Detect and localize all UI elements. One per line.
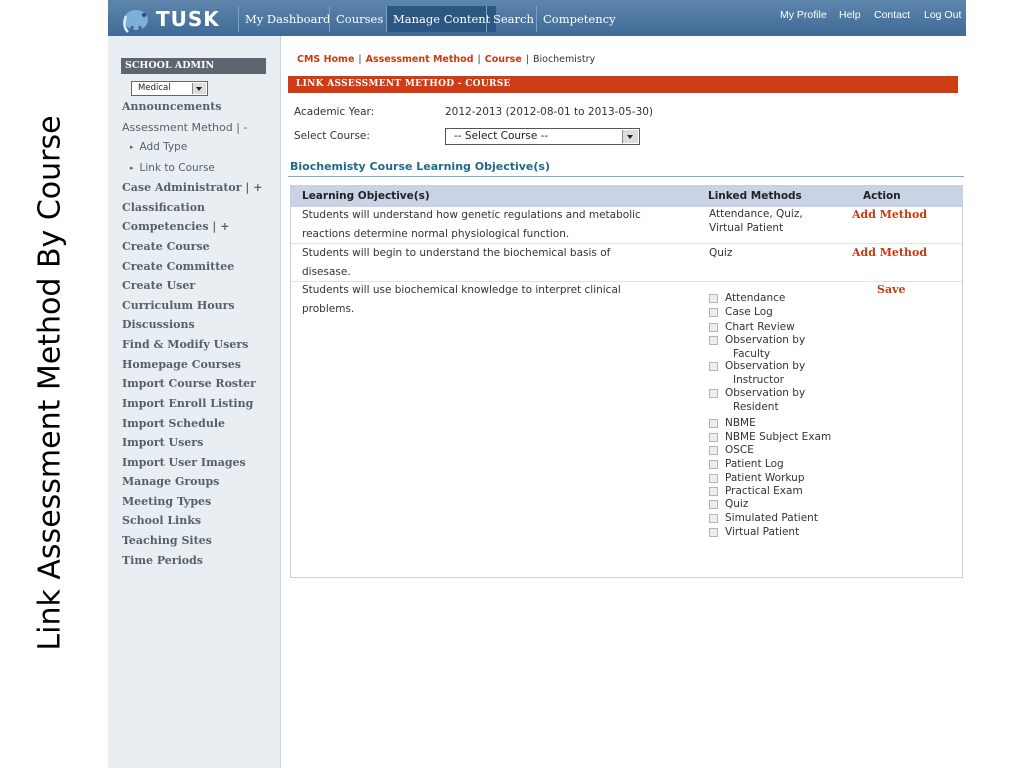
sidebar-item-assessment-method[interactable]: Assessment Method | - <box>122 121 248 134</box>
column-header-linked-methods: Linked Methods <box>708 190 802 202</box>
checkbox-label: Virtual Patient <box>725 526 800 538</box>
linked-methods-text: Quiz <box>709 247 733 259</box>
nav-contact[interactable]: Contact <box>874 9 911 21</box>
course-select-value: -- Select Course -- <box>454 130 549 142</box>
column-header-action: Action <box>863 190 901 202</box>
checkbox-label: Patient Log <box>725 458 784 470</box>
breadcrumb-assessment-method[interactable]: Assessment Method <box>365 54 474 65</box>
sidebar-item-create-course[interactable]: Create Course <box>122 240 210 253</box>
school-select[interactable] <box>131 81 208 96</box>
sidebar-item-manage-groups[interactable]: Manage Groups <box>122 475 220 488</box>
breadcrumb-separator: | <box>358 54 362 65</box>
checkbox-label: OSCE <box>725 444 754 456</box>
sidebar-item-link-to-course[interactable] <box>130 162 215 174</box>
checkbox[interactable] <box>709 362 718 371</box>
tusk-logo[interactable] <box>116 2 240 36</box>
checkbox[interactable] <box>709 528 718 537</box>
nav-manage-content[interactable]: Manage Content <box>386 6 496 32</box>
sidebar-item-label: Add Type <box>139 141 188 153</box>
checkbox-label: Simulated Patient <box>725 512 818 524</box>
sidebar-item-teaching-sites[interactable]: Teaching Sites <box>122 534 212 547</box>
sidebar-item-create-user[interactable]: Create User <box>122 279 196 292</box>
tusk-app-window <box>108 0 966 768</box>
sidebar-item-import-course-roster[interactable]: Import Course Roster <box>122 377 256 390</box>
save-button[interactable]: Save <box>877 283 906 296</box>
checkbox-label: Case Log <box>725 306 773 318</box>
objectives-table <box>290 185 963 578</box>
objective-text-line: Students will understand how genetic regulations and metabolic <box>302 209 641 221</box>
school-select-value: Medical <box>138 83 171 93</box>
sidebar-item-curriculum-hours[interactable]: Curriculum Hours <box>122 299 235 312</box>
sidebar-item-import-user-images[interactable]: Import User Images <box>122 456 246 469</box>
checkbox-label: NBME <box>725 417 756 429</box>
checkbox-label: Attendance <box>725 292 786 304</box>
sidebar-item-add-type[interactable] <box>130 141 187 153</box>
sidebar <box>108 36 281 768</box>
linked-methods-text: Attendance, Quiz, <box>709 208 803 220</box>
sidebar-item-import-enroll-listing[interactable]: Import Enroll Listing <box>122 397 254 410</box>
mastodon-logo-icon <box>120 4 150 34</box>
section-title-bar: LINK ASSESSMENT METHOD - COURSE <box>288 76 958 93</box>
chevron-down-icon <box>622 130 638 143</box>
chevron-down-icon <box>192 83 206 94</box>
breadcrumb-cms-home[interactable]: CMS Home <box>297 54 355 65</box>
academic-year-value: 2012-2013 (2012-08-01 to 2013-05-30) <box>445 106 654 118</box>
heading-divider <box>288 176 964 177</box>
objective-text-line: problems. <box>302 303 355 315</box>
nav-help[interactable]: Help <box>839 9 861 21</box>
breadcrumb <box>297 54 595 65</box>
slide-title-area <box>20 0 80 768</box>
checkbox[interactable] <box>709 460 718 469</box>
checkbox-label: Chart Review <box>725 321 795 333</box>
checkbox-label: Observation by <box>725 360 806 372</box>
select-course-label: Select Course: <box>294 130 370 142</box>
slide-title: Link Assessment Method By Course <box>32 115 68 651</box>
checkbox-label: Instructor <box>733 374 784 386</box>
checkbox[interactable] <box>709 514 718 523</box>
checkbox-label: Resident <box>733 401 779 413</box>
nav-my-profile[interactable]: My Profile <box>780 9 827 21</box>
sidebar-item-discussions[interactable]: Discussions <box>122 318 195 331</box>
checkbox-label: Patient Workup <box>725 472 805 484</box>
checkbox[interactable] <box>709 294 718 303</box>
checkbox[interactable] <box>709 389 718 398</box>
nav-courses[interactable]: Courses <box>329 6 389 32</box>
top-nav <box>108 0 966 36</box>
objective-text-line: Students will begin to understand the biochemical basis of <box>302 247 611 259</box>
nav-competency[interactable]: Competency <box>536 6 622 32</box>
nav-my-dashboard[interactable]: My Dashboard <box>238 6 336 32</box>
checkbox-label: Observation by <box>725 387 806 399</box>
checkbox[interactable] <box>709 500 718 509</box>
table-header <box>291 186 962 207</box>
nav-search[interactable]: Search <box>486 6 540 32</box>
column-header-objective: Learning Objective(s) <box>302 190 430 202</box>
sidebar-item-import-users[interactable]: Import Users <box>122 436 204 449</box>
main-content <box>284 36 964 768</box>
sidebar-item-import-schedule[interactable]: Import Schedule <box>122 417 226 430</box>
sidebar-item-classification[interactable]: Classification <box>122 201 206 214</box>
sidebar-item-case-administrator[interactable]: Case Administrator | + <box>122 181 263 194</box>
tusk-wordmark: TUSK <box>156 7 220 31</box>
objective-text-line: Students will use biochemical knowledge to interpret clinical <box>302 284 621 296</box>
course-select[interactable] <box>445 128 640 145</box>
checkbox-label: Practical Exam <box>725 485 803 497</box>
sidebar-header: SCHOOL ADMIN <box>121 58 266 74</box>
sidebar-item-meeting-types[interactable]: Meeting Types <box>122 495 212 508</box>
row-divider <box>291 243 962 244</box>
sidebar-item-school-links[interactable]: School Links <box>122 514 202 527</box>
sidebar-item-label: Link to Course <box>139 162 215 174</box>
sidebar-item-competencies[interactable]: Competencies | + <box>122 220 230 233</box>
sidebar-item-find-modify-users[interactable]: Find & Modify Users <box>122 338 249 351</box>
add-method-button[interactable]: Add Method <box>852 246 928 259</box>
sidebar-item-time-periods[interactable]: Time Periods <box>122 554 204 567</box>
breadcrumb-current: Biochemistry <box>532 54 596 65</box>
checkbox-label: NBME Subject Exam <box>725 431 832 443</box>
checkbox[interactable] <box>709 308 718 317</box>
linked-methods-text: Virtual Patient <box>709 222 784 234</box>
triangle-right-icon: ▸ <box>130 143 134 151</box>
objective-text-line: reactions determine normal physiological function. <box>302 228 570 240</box>
checkbox[interactable] <box>709 487 718 496</box>
sidebar-item-announcements[interactable]: Announcements <box>122 100 222 113</box>
objective-text-line: disesase. <box>302 266 351 278</box>
breadcrumb-separator: | <box>525 54 529 65</box>
sidebar-item-homepage-courses[interactable]: Homepage Courses <box>122 358 241 371</box>
sidebar-item-create-committee[interactable]: Create Committee <box>122 260 235 273</box>
breadcrumb-separator: | <box>477 54 481 65</box>
breadcrumb-course[interactable]: Course <box>484 54 522 65</box>
objectives-heading: Biochemisty Course Learning Objective(s) <box>290 160 550 173</box>
checkbox[interactable] <box>709 336 718 345</box>
checkbox[interactable] <box>709 419 718 428</box>
checkbox-label: Observation by <box>725 334 806 346</box>
add-method-button[interactable]: Add Method <box>852 208 928 221</box>
checkbox-label: Faculty <box>733 348 771 360</box>
checkbox-label: Quiz <box>725 498 749 510</box>
triangle-right-icon: ▸ <box>130 164 134 172</box>
checkbox[interactable] <box>709 433 718 442</box>
nav-log-out[interactable]: Log Out <box>924 9 962 21</box>
checkbox[interactable] <box>709 446 718 455</box>
checkbox[interactable] <box>709 474 718 483</box>
academic-year-label: Academic Year: <box>294 106 375 118</box>
checkbox[interactable] <box>709 323 718 332</box>
